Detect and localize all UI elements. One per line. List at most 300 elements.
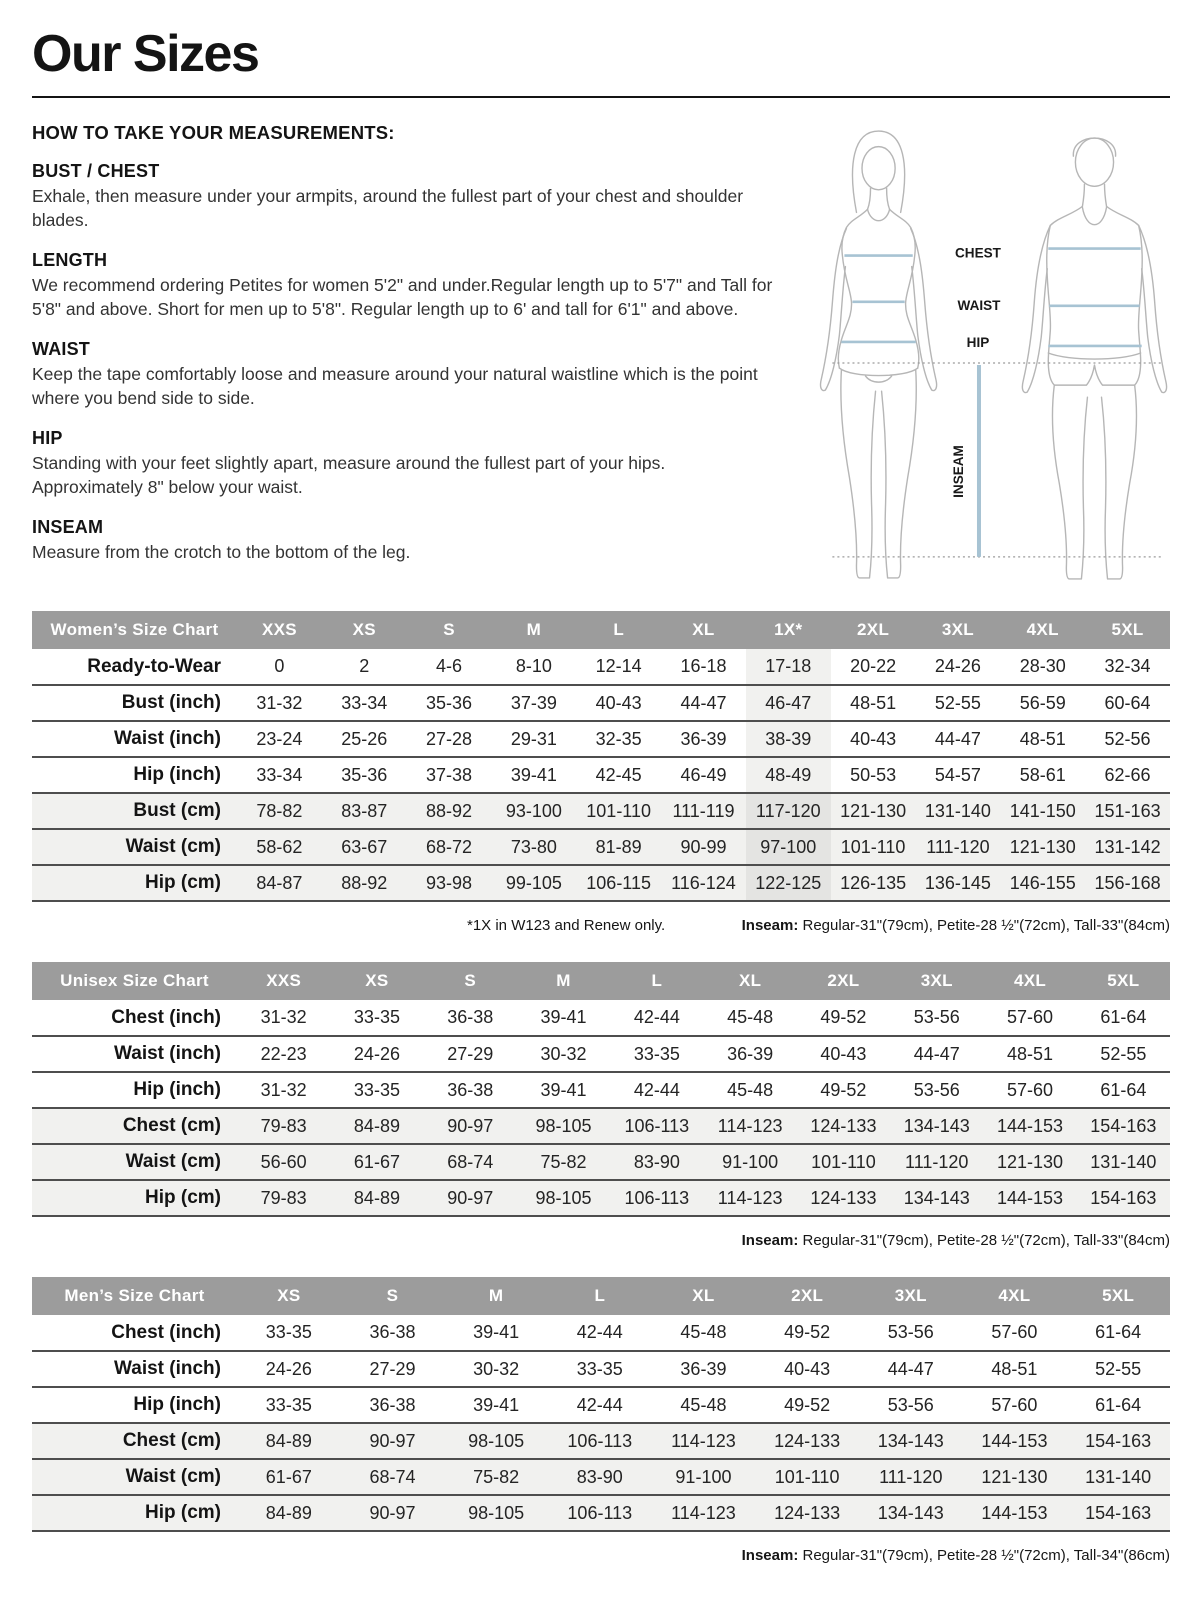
cell: 144-153: [981, 1502, 1048, 1523]
size-tables: [32, 611, 1170, 1564]
column-header: 5XL: [1077, 962, 1170, 1000]
cell: 154-163: [1085, 1502, 1152, 1523]
footnote-inseam-label: Inseam:: [741, 1232, 799, 1249]
cell: 36-38: [369, 1322, 416, 1342]
measurement-diagram-svg: [794, 118, 1170, 592]
cell: 27-28: [426, 728, 473, 749]
cell: 36-39: [680, 728, 727, 749]
column-header: 4XL: [1000, 611, 1085, 649]
cell: 84-89: [265, 1502, 312, 1523]
cell: 63-67: [341, 836, 388, 857]
cell: 61-64: [1100, 1079, 1147, 1100]
size-table-header-row: [32, 962, 1170, 1000]
column-header: XS: [322, 611, 407, 649]
cell: 39-41: [473, 1394, 520, 1415]
cell: 33-34: [341, 692, 388, 713]
cell: 24-26: [353, 1043, 400, 1064]
row-label: Hip (cm): [145, 872, 221, 893]
column-header: L: [548, 1277, 652, 1315]
cell: 124-133: [774, 1502, 841, 1523]
cell: 97-100: [746, 829, 831, 865]
cell: 24-26: [265, 1358, 312, 1379]
table-row: [32, 1495, 1170, 1531]
cell: 121-130: [1009, 836, 1076, 857]
table-row: [32, 1072, 1170, 1108]
column-header: 5XL: [1085, 611, 1170, 649]
instruction-section-label: HIP: [32, 427, 63, 448]
cell: 114-123: [717, 1187, 783, 1208]
cell: 52-55: [1100, 1043, 1147, 1064]
table-row: [32, 1387, 1170, 1423]
man-figure: [1022, 138, 1166, 579]
cell: 33-35: [633, 1043, 680, 1064]
cell: 84-89: [353, 1115, 400, 1136]
size-table-header-row: [32, 1277, 1170, 1315]
cell: 88-92: [341, 872, 388, 893]
cell: 90-97: [369, 1430, 416, 1451]
cell: 27-29: [369, 1358, 416, 1379]
cell: 106-113: [567, 1502, 633, 1523]
cell: 23-24: [256, 728, 303, 749]
cell: 121-130: [840, 800, 907, 821]
row-label: Chest (inch): [111, 1321, 221, 1343]
cell: 57-60: [1007, 1079, 1054, 1100]
cell: 93-100: [505, 800, 562, 821]
column-header: S: [407, 611, 492, 649]
column-header: S: [341, 1277, 445, 1315]
cell: 31-32: [260, 1007, 307, 1027]
cell: 33-35: [353, 1079, 400, 1100]
instruction-section-text: Measure from the crotch to the bottom of the leg.: [32, 541, 411, 562]
cell: 17-18: [746, 649, 831, 685]
cell: 98-105: [468, 1430, 525, 1451]
size-table-0: [32, 611, 1170, 902]
row-label: Waist (cm): [125, 836, 221, 857]
cell: 111-120: [926, 836, 990, 857]
cell: 49-52: [820, 1079, 867, 1100]
column-header: L: [576, 611, 661, 649]
row-label: Chest (cm): [122, 1430, 221, 1451]
instruction-sections: [32, 161, 784, 565]
cell: 101-110: [774, 1466, 840, 1487]
cell: 68-74: [447, 1151, 494, 1172]
cell: 39-41: [473, 1322, 520, 1342]
table-footnote: [32, 1232, 1170, 1249]
cell: 111-120: [879, 1466, 943, 1487]
row-label: Waist (inch): [114, 728, 221, 749]
table-row: [32, 1036, 1170, 1072]
instruction-section-text: We recommend ordering Petites for women 5'2" and under.Regular length up to 5'7" and Tall for 5'8" and above. Short for men up to 5'8". Regular length up to 6' and tall for 6'1" and above.: [32, 274, 773, 319]
cell: 117-120: [746, 793, 831, 829]
cell: 136-145: [924, 872, 991, 893]
cell: 49-52: [784, 1394, 831, 1415]
row-label: Hip (inch): [133, 1079, 221, 1100]
cell: 84-89: [353, 1187, 400, 1208]
cell: 154-163: [1090, 1187, 1157, 1208]
row-label: Waist (cm): [125, 1466, 221, 1487]
cell: 52-55: [1095, 1358, 1142, 1379]
table-row: [32, 1315, 1170, 1351]
size-table-header-row: [32, 611, 1170, 649]
cell: 121-130: [996, 1151, 1064, 1172]
table-title: Women’s Size Chart: [32, 611, 237, 649]
cell: 131-142: [1094, 836, 1161, 857]
cell: 90-99: [680, 836, 727, 857]
row-label: Hip (inch): [133, 764, 221, 785]
row-label: Waist (cm): [125, 1151, 221, 1172]
row-label: Waist (inch): [114, 1358, 221, 1379]
row-label: Waist (inch): [114, 1043, 221, 1064]
cell: 33-35: [265, 1322, 312, 1342]
footnote-inseam-label: Inseam:: [741, 917, 799, 934]
cell: 106-113: [624, 1115, 690, 1136]
cell: 57-60: [1007, 1007, 1054, 1027]
column-header: 2XL: [831, 611, 916, 649]
footnote-inseam: Inseam: Regular-31"(79cm), Petite-28 ½"(72cm), Tall-34"(86cm): [741, 1547, 1170, 1564]
cell: 98-105: [535, 1115, 592, 1136]
cell: 53-56: [913, 1007, 960, 1027]
cell: 42-44: [576, 1394, 623, 1415]
cell: 124-133: [774, 1430, 841, 1451]
table-row: [32, 793, 1170, 829]
cell: 36-38: [447, 1079, 494, 1100]
cell: 122-125: [746, 865, 831, 901]
cell: 54-57: [934, 764, 981, 785]
cell: 39-41: [540, 1007, 587, 1027]
cell: 2: [359, 656, 370, 676]
cell: 83-90: [576, 1466, 623, 1487]
cell: 49-52: [820, 1007, 867, 1027]
cell: 134-143: [877, 1502, 944, 1523]
column-header: XS: [237, 1277, 341, 1315]
table-row: [32, 1000, 1170, 1036]
cell: 53-56: [887, 1394, 934, 1415]
body-measurement-diagram: [794, 118, 1170, 597]
cell: 44-47: [913, 1043, 960, 1064]
cell: 68-74: [369, 1466, 416, 1487]
table-row: [32, 1351, 1170, 1387]
inseam-label: INSEAM: [950, 445, 966, 498]
title-divider: [32, 96, 1170, 98]
cell: 57-60: [991, 1394, 1038, 1415]
cell: 37-38: [426, 764, 473, 785]
cell: 156-168: [1094, 872, 1161, 893]
cell: 45-48: [727, 1079, 774, 1100]
cell: 114-123: [671, 1430, 736, 1451]
cell: 79-83: [260, 1115, 307, 1136]
cell: 134-143: [903, 1187, 970, 1208]
cell: 78-82: [256, 800, 303, 821]
cell: 48-51: [1007, 1043, 1054, 1064]
cell: 32-34: [1104, 656, 1151, 676]
cell: 106-113: [624, 1187, 690, 1208]
table-row: [32, 1459, 1170, 1495]
row-label: Chest (inch): [111, 1006, 221, 1028]
hip-label: HIP: [966, 334, 990, 350]
footnote-inseam: Inseam: Regular-31"(79cm), Petite-28 ½"(72cm), Tall-33"(84cm): [741, 917, 1170, 934]
column-header: 2XL: [755, 1277, 859, 1315]
cell: 144-153: [981, 1430, 1048, 1451]
instruction-section-label: WAIST: [32, 338, 90, 359]
row-label: Bust (cm): [133, 800, 221, 821]
table-footnote: [32, 1547, 1170, 1564]
column-header: XXS: [237, 962, 330, 1000]
cell: 61-64: [1095, 1394, 1142, 1415]
table-row: [32, 1108, 1170, 1144]
column-header: 3XL: [916, 611, 1001, 649]
cell: 44-47: [680, 692, 727, 713]
cell: 24-26: [934, 656, 981, 676]
cell: 0: [274, 656, 285, 676]
cell: 38-39: [746, 721, 831, 757]
cell: 90-97: [447, 1115, 494, 1136]
cell: 39-41: [540, 1079, 587, 1100]
cell: 111-120: [905, 1151, 969, 1172]
table-footnote: [32, 917, 1170, 934]
table-row: [32, 685, 1170, 721]
cell: 50-53: [850, 764, 897, 785]
cell: 99-105: [505, 872, 562, 893]
cell: 131-140: [1085, 1466, 1152, 1487]
cell: 154-163: [1085, 1430, 1152, 1451]
cell: 36-39: [727, 1043, 774, 1064]
row-label: Hip (cm): [145, 1502, 221, 1523]
column-header: 3XL: [890, 962, 983, 1000]
cell: 61-67: [265, 1466, 312, 1487]
cell: 61-64: [1100, 1007, 1147, 1027]
cell: 83-87: [341, 800, 388, 821]
size-table-1: [32, 962, 1170, 1217]
cell: 131-140: [1090, 1151, 1157, 1172]
cell: 116-124: [671, 872, 736, 893]
instruction-section-text: Keep the tape comfortably loose and measure around your natural waistline which is the point where you bend side to side.: [32, 363, 758, 408]
cell: 151-163: [1094, 800, 1161, 821]
cell: 106-115: [586, 872, 652, 893]
cell: 48-51: [850, 692, 897, 713]
cell: 114-123: [717, 1115, 783, 1136]
cell: 36-38: [447, 1007, 494, 1027]
table-row: [32, 721, 1170, 757]
cell: 45-48: [680, 1394, 727, 1415]
cell: 44-47: [887, 1358, 934, 1379]
column-header: 2XL: [797, 962, 890, 1000]
cell: 106-113: [567, 1430, 633, 1451]
cell: 73-80: [510, 836, 557, 857]
cell: 39-41: [510, 764, 557, 785]
cell: 52-56: [1104, 728, 1151, 749]
cell: 75-82: [540, 1151, 587, 1172]
cell: 16-18: [680, 656, 727, 676]
cell: 134-143: [903, 1115, 970, 1136]
cell: 42-44: [633, 1079, 680, 1100]
column-header: XL: [661, 611, 746, 649]
cell: 32-35: [595, 728, 642, 749]
page-title: Our Sizes: [32, 25, 259, 83]
instruction-section-label: LENGTH: [32, 249, 108, 270]
cell: 45-48: [727, 1007, 774, 1027]
cell: 22-23: [260, 1043, 307, 1064]
row-label: Chest (cm): [122, 1115, 221, 1136]
column-header: XS: [330, 962, 423, 1000]
cell: 61-64: [1095, 1322, 1142, 1342]
table-row: [32, 757, 1170, 793]
size-table-2: [32, 1277, 1170, 1532]
cell: 29-31: [510, 728, 557, 749]
cell: 27-29: [447, 1043, 494, 1064]
cell: 37-39: [510, 692, 557, 713]
cell: 40-43: [820, 1043, 867, 1064]
cell: 98-105: [468, 1502, 525, 1523]
instructions-heading: HOW TO TAKE YOUR MEASUREMENTS:: [32, 122, 395, 143]
cell: 84-89: [265, 1430, 312, 1451]
cell: 68-72: [426, 836, 473, 857]
cell: 25-26: [341, 728, 388, 749]
cell: 30-32: [540, 1043, 587, 1064]
cell: 58-62: [256, 836, 303, 857]
instruction-section-text: Standing with your feet slightly apart, measure around the fullest part of your hips. Approximately 8" below your waist.: [32, 452, 666, 497]
cell: 57-60: [991, 1322, 1038, 1342]
cell: 8-10: [515, 656, 552, 676]
cell: 90-97: [447, 1187, 494, 1208]
cell: 20-22: [850, 656, 897, 676]
cell: 35-36: [426, 692, 473, 713]
cell: 81-89: [595, 836, 642, 857]
cell: 49-52: [784, 1322, 831, 1342]
instruction-section-text: Exhale, then measure under your armpits, around the fullest part of your chest and shoulder blades.: [32, 186, 744, 230]
cell: 84-87: [256, 872, 303, 893]
footnote-asterisk: *1X in W123 and Renew only.: [467, 917, 666, 934]
cell: 36-39: [680, 1358, 727, 1379]
cell: 42-45: [595, 764, 642, 785]
cell: 58-61: [1019, 764, 1066, 785]
cell: 101-110: [811, 1151, 876, 1172]
cell: 48-51: [1019, 728, 1066, 749]
cell: 53-56: [887, 1322, 934, 1342]
cell: 31-32: [260, 1079, 307, 1100]
cell: 40-43: [595, 692, 642, 713]
cell: 101-110: [840, 836, 906, 857]
column-header: M: [444, 1277, 548, 1315]
instruction-section-label: INSEAM: [32, 516, 104, 537]
table-row: [32, 1423, 1170, 1459]
cell: 56-60: [260, 1151, 307, 1172]
cell: 4-6: [436, 656, 463, 676]
column-header: XXS: [237, 611, 322, 649]
cell: 40-43: [784, 1358, 831, 1379]
cell: 144-153: [996, 1115, 1064, 1136]
cell: 131-140: [924, 800, 991, 821]
column-header: 4XL: [963, 1277, 1067, 1315]
cell: 52-55: [934, 692, 981, 713]
cell: 124-133: [810, 1115, 877, 1136]
cell: 33-35: [576, 1358, 623, 1379]
table-row: [32, 1180, 1170, 1216]
cell: 61-67: [353, 1151, 400, 1172]
cell: 83-90: [633, 1151, 680, 1172]
cell: 35-36: [341, 764, 388, 785]
cell: 111-119: [672, 800, 735, 821]
cell: 93-98: [426, 872, 473, 893]
cell: 42-44: [633, 1007, 680, 1027]
cell: 134-143: [877, 1430, 944, 1451]
cell: 42-44: [576, 1322, 623, 1342]
column-header: 4XL: [983, 962, 1076, 1000]
cell: 36-38: [369, 1394, 416, 1415]
cell: 90-97: [369, 1502, 416, 1523]
cell: 46-49: [680, 764, 727, 785]
cell: 124-133: [810, 1187, 877, 1208]
waist-label: WAIST: [957, 297, 1001, 313]
cell: 44-47: [934, 728, 981, 749]
cell: 33-35: [353, 1007, 400, 1027]
cell: 12-14: [595, 656, 642, 676]
cell: 146-155: [1009, 872, 1076, 893]
chest-label: CHEST: [955, 245, 1001, 261]
cell: 75-82: [473, 1466, 520, 1487]
footnote-inseam-label: Inseam:: [741, 1547, 799, 1564]
cell: 91-100: [722, 1151, 779, 1172]
cell: 60-64: [1104, 692, 1151, 713]
cell: 114-123: [671, 1502, 736, 1523]
instruction-section-label: BUST / CHEST: [32, 161, 160, 181]
cell: 91-100: [675, 1466, 732, 1487]
cell: 126-135: [840, 872, 907, 893]
column-header: XL: [652, 1277, 756, 1315]
table-title: Men’s Size Chart: [32, 1277, 237, 1315]
row-label: Bust (inch): [121, 692, 221, 713]
cell: 33-35: [265, 1394, 312, 1415]
cell: 98-105: [535, 1187, 592, 1208]
cell: 46-47: [746, 685, 831, 721]
table-row: [32, 829, 1170, 865]
cell: 28-30: [1019, 656, 1066, 676]
cell: 48-49: [746, 757, 831, 793]
cell: 62-66: [1104, 764, 1151, 785]
top-section: [32, 122, 1170, 597]
column-header: 1X*: [746, 611, 831, 649]
cell: 56-59: [1019, 692, 1066, 713]
column-header: M: [491, 611, 576, 649]
table-title: Unisex Size Chart: [32, 962, 237, 1000]
cell: 121-130: [981, 1466, 1048, 1487]
cell: 30-32: [473, 1358, 520, 1379]
cell: 141-150: [1009, 800, 1076, 821]
row-label: Hip (inch): [133, 1394, 221, 1415]
row-label: Ready-to-Wear: [87, 655, 221, 677]
column-header: M: [517, 962, 610, 1000]
footnote-inseam: Inseam: Regular-31"(79cm), Petite-28 ½"(72cm), Tall-33"(84cm): [741, 1232, 1170, 1249]
row-label: Hip (cm): [145, 1187, 221, 1208]
measurement-instructions: [32, 122, 784, 565]
cell: 144-153: [996, 1187, 1064, 1208]
table-row: [32, 865, 1170, 901]
table-row: [32, 1144, 1170, 1180]
column-header: 5XL: [1066, 1277, 1170, 1315]
column-header: XL: [703, 962, 796, 1000]
column-header: L: [610, 962, 703, 1000]
column-header: S: [424, 962, 517, 1000]
cell: 40-43: [850, 728, 897, 749]
column-header: 3XL: [859, 1277, 963, 1315]
table-row: [32, 649, 1170, 685]
cell: 45-48: [680, 1322, 727, 1342]
cell: 154-163: [1090, 1115, 1157, 1136]
cell: 101-110: [586, 800, 652, 821]
cell: 48-51: [991, 1358, 1038, 1379]
cell: 53-56: [913, 1079, 960, 1100]
cell: 79-83: [260, 1187, 307, 1208]
cell: 33-34: [256, 764, 303, 785]
